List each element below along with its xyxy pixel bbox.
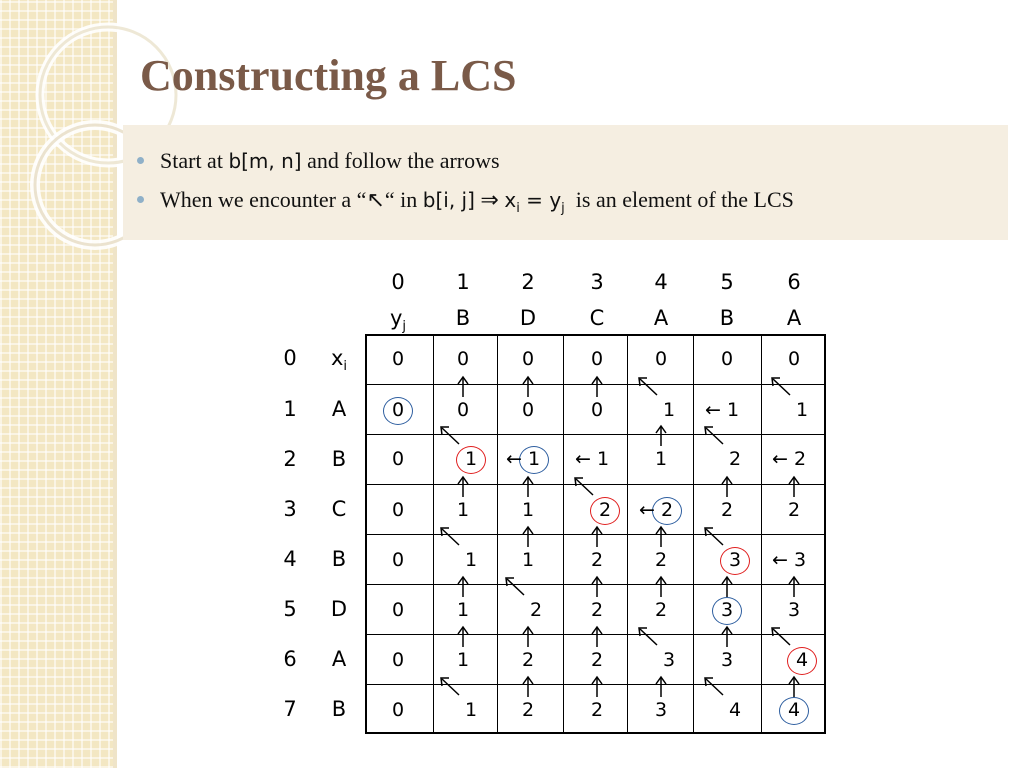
up-arrow-icon: [517, 675, 539, 699]
up-arrow-icon: [716, 625, 738, 649]
diagonal-arrow-icon: [439, 525, 461, 549]
diagonal-arrow-icon: [703, 424, 725, 448]
cell-value: 2: [721, 499, 734, 521]
table-cell: [591, 348, 603, 370]
up-arrow-icon: [650, 575, 672, 599]
cell-value: 0: [392, 649, 405, 671]
col-index: 6: [787, 270, 801, 294]
table-cell: [772, 448, 807, 470]
table-cell: [457, 599, 469, 621]
row-index: 1: [283, 397, 297, 421]
cell-value: 0: [591, 348, 604, 370]
table-cell: [705, 399, 740, 421]
table-cell: [522, 348, 534, 370]
table-cell: [392, 699, 404, 721]
equals-symbol: =: [519, 188, 550, 212]
x-header: $x_i$: [330, 346, 348, 375]
table-cell: [655, 348, 667, 370]
row-index: 0: [283, 346, 297, 370]
cell-value: 0: [457, 399, 470, 421]
cell-value: 1: [457, 599, 470, 621]
cell-value: 2: [655, 599, 668, 621]
up-arrow-icon: [517, 625, 539, 649]
cell-value: 1: [663, 399, 676, 421]
bullet-text: Start at: [160, 148, 229, 173]
table-cell: [729, 549, 741, 571]
cell-value: 0: [522, 399, 535, 421]
cell-value: 1: [457, 649, 470, 671]
cell-value: 1: [597, 448, 610, 470]
cell-value: 3: [721, 649, 734, 671]
row-char: A: [331, 397, 347, 421]
cell-value: 3: [729, 549, 742, 571]
table-cell: [465, 448, 477, 470]
cell-value: 2: [655, 549, 668, 571]
diagonal-arrow-icon: [770, 375, 792, 399]
table-cell: [457, 399, 469, 421]
cell-value: 2: [522, 649, 535, 671]
up-arrow-icon: [586, 675, 608, 699]
cell-value: 1: [457, 499, 470, 521]
bullet-text: and follow the arrows: [301, 148, 500, 173]
cell-value: 0: [591, 399, 604, 421]
cell-value: 0: [392, 499, 405, 521]
x-var: x: [504, 188, 517, 212]
bullet-text: “ in: [384, 187, 423, 212]
col-index: 2: [521, 270, 535, 294]
table-cell: [506, 448, 541, 470]
left-arrow-icon: ←: [772, 448, 788, 470]
cell-value: 0: [392, 599, 405, 621]
diagonal-arrow-icon: [637, 375, 659, 399]
up-arrow-icon: [650, 675, 672, 699]
up-arrow-icon: [783, 475, 805, 499]
up-arrow-icon: [452, 575, 474, 599]
table-cell: [729, 699, 741, 721]
table-cell: [522, 699, 534, 721]
table-cell: [721, 649, 733, 671]
diagonal-arrow-icon: [703, 525, 725, 549]
cell-value: 0: [392, 399, 405, 421]
table-cell: [788, 499, 800, 521]
row-char: B: [331, 697, 347, 721]
table-cell: [457, 499, 469, 521]
up-arrow-icon: [517, 525, 539, 549]
cell-value: 4: [729, 699, 742, 721]
cell-value: 2: [788, 499, 801, 521]
cell-value: 0: [721, 348, 734, 370]
table-cell: [392, 599, 404, 621]
table-cell: [639, 499, 674, 521]
table-cell: [663, 399, 675, 421]
table-cell: [591, 399, 603, 421]
cell-value: 2: [530, 599, 543, 621]
table-cell: [788, 699, 800, 721]
table-cell: [772, 549, 807, 571]
up-arrow-icon: [586, 575, 608, 599]
table-cell: [655, 699, 667, 721]
cell-value: 1: [727, 399, 740, 421]
cell-value: 2: [661, 499, 674, 521]
cell-value: 1: [465, 699, 478, 721]
code-ref: b[m, n]: [228, 149, 302, 173]
table-cell: [788, 348, 800, 370]
diagonal-arrow-icon: [770, 625, 792, 649]
cell-value: 2: [599, 499, 612, 521]
up-arrow-icon: [716, 575, 738, 599]
left-arrow-icon: ←: [772, 549, 788, 571]
bullet-dot-icon: [137, 196, 144, 203]
col-char: A: [786, 306, 802, 330]
left-arrow-icon: ←: [705, 399, 721, 421]
table-cell: [663, 649, 675, 671]
implies-symbol: ⇒: [480, 187, 499, 212]
up-arrow-icon: [452, 625, 474, 649]
cell-value: 3: [721, 599, 734, 621]
table-cell: [457, 348, 469, 370]
table-cell: [591, 649, 603, 671]
bullet-dot-icon: [137, 157, 144, 164]
diagonal-arrow-icon: [637, 625, 659, 649]
diagonal-arrow-icon: [703, 675, 725, 699]
up-arrow-icon: [452, 475, 474, 499]
row-index: 7: [283, 697, 297, 721]
up-arrow-icon: [586, 375, 608, 399]
col-index: 3: [590, 270, 604, 294]
table-cell: [522, 549, 534, 571]
table-cell: [392, 399, 404, 421]
table-cell: [655, 549, 667, 571]
table-cell: [522, 499, 534, 521]
table-cell: [392, 448, 404, 470]
diagonal-arrow-icon: [439, 424, 461, 448]
row-index: 6: [283, 647, 297, 671]
y-subscript: j: [561, 201, 565, 216]
cell-value: 2: [591, 699, 604, 721]
cell-value: 1: [522, 549, 535, 571]
cell-value: 0: [392, 348, 405, 370]
row-index: 2: [283, 447, 297, 471]
cell-value: 0: [392, 699, 405, 721]
col-index: 4: [654, 270, 668, 294]
table-cell: [530, 599, 542, 621]
cell-value: 2: [522, 699, 535, 721]
row-index: 5: [283, 597, 297, 621]
left-arrow-icon: ←: [639, 499, 655, 521]
col-index: 1: [456, 270, 470, 294]
code-ref: b[i, j]: [422, 188, 475, 212]
cell-value: 1: [465, 448, 478, 470]
table-cell: [392, 649, 404, 671]
row-char: D: [330, 597, 348, 621]
lcs-table: [365, 334, 826, 734]
table-cell: [788, 599, 800, 621]
col-char: B: [455, 306, 471, 330]
diagonal-arrow-icon: [504, 575, 526, 599]
cell-value: 1: [522, 499, 535, 521]
cell-value: 2: [591, 599, 604, 621]
left-arrow-icon: ←: [506, 448, 522, 470]
table-cell: [522, 399, 534, 421]
table-cell: [796, 649, 808, 671]
diagonal-arrow-icon: [573, 475, 595, 499]
table-cell: [729, 448, 741, 470]
table-cell: [465, 549, 477, 571]
table-cell: [796, 399, 808, 421]
cell-value: 2: [591, 549, 604, 571]
cell-value: 0: [788, 348, 801, 370]
cell-value: 0: [655, 348, 668, 370]
diagonal-arrow-icon: [439, 675, 461, 699]
grid-line: [367, 434, 824, 435]
table-cell: [599, 499, 611, 521]
cell-value: 0: [522, 348, 535, 370]
slide-title: Constructing a LCS: [140, 51, 517, 100]
cell-value: 4: [788, 699, 801, 721]
up-arrow-icon: [783, 675, 805, 699]
col-char: A: [653, 306, 669, 330]
cell-value: 1: [796, 399, 809, 421]
table-cell: [465, 699, 477, 721]
bullet-list: [123, 125, 1008, 240]
cell-value: 2: [591, 649, 604, 671]
cell-value: 0: [457, 348, 470, 370]
col-index: 5: [720, 270, 734, 294]
row-char: C: [331, 497, 347, 521]
x-subscript: i: [516, 201, 520, 216]
col-char: D: [519, 306, 537, 330]
up-arrow-icon: [517, 375, 539, 399]
col-char: B: [719, 306, 735, 330]
col-char: C: [589, 306, 605, 330]
cell-value: 3: [655, 699, 668, 721]
cell-value: 0: [392, 448, 405, 470]
up-arrow-icon: [586, 625, 608, 649]
table-cell: [591, 699, 603, 721]
row-char: B: [331, 447, 347, 471]
up-arrow-icon: [586, 525, 608, 549]
cell-value: 1: [528, 448, 541, 470]
table-cell: [575, 448, 610, 470]
y-header: $y_j$: [389, 306, 407, 335]
up-arrow-icon: [783, 575, 805, 599]
table-cell: [392, 499, 404, 521]
table-cell: [392, 549, 404, 571]
cell-value: 4: [796, 649, 809, 671]
row-char: B: [331, 547, 347, 571]
y-var: y: [549, 188, 562, 212]
up-arrow-icon: [650, 525, 672, 549]
table-cell: [721, 599, 733, 621]
row-index: 3: [283, 497, 297, 521]
row-char: A: [331, 647, 347, 671]
table-cell: [457, 649, 469, 671]
row-index: 4: [283, 547, 297, 571]
table-cell: [721, 499, 733, 521]
up-arrow-icon: [452, 375, 474, 399]
up-arrow-icon: [650, 424, 672, 448]
table-cell: [655, 599, 667, 621]
table-cell: [721, 348, 733, 370]
cell-value: 2: [794, 448, 807, 470]
cell-value: 2: [729, 448, 742, 470]
grid-line: [367, 484, 824, 485]
table-cell: [522, 649, 534, 671]
cell-value: 1: [655, 448, 668, 470]
up-arrow-icon: [517, 475, 539, 499]
table-cell: [591, 549, 603, 571]
cell-value: 3: [794, 549, 807, 571]
table-cell: [392, 348, 404, 370]
cell-value: 3: [663, 649, 676, 671]
left-arrow-icon: ←: [575, 448, 591, 470]
bullet-text: When we encounter a “: [160, 187, 367, 212]
diagonal-arrow-icon: ↖: [366, 187, 385, 212]
table-cell: [655, 448, 667, 470]
up-arrow-icon: [716, 475, 738, 499]
bullet-text: is an element of the LCS: [575, 187, 794, 212]
cell-value: 3: [788, 599, 801, 621]
col-index: 0: [391, 270, 405, 294]
cell-value: 1: [465, 549, 478, 571]
cell-value: 0: [392, 549, 405, 571]
table-cell: [591, 599, 603, 621]
